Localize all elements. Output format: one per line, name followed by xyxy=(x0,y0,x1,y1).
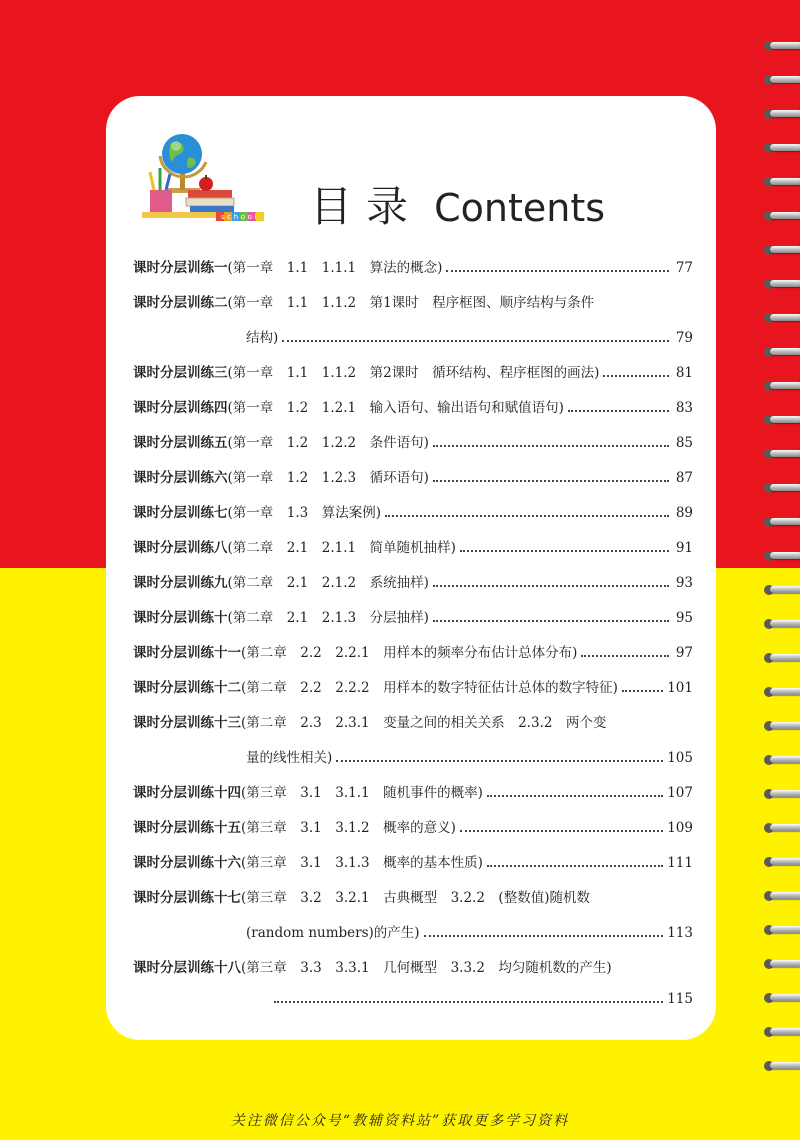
toc-leader-dots xyxy=(424,935,664,937)
toc-page-number: 105 xyxy=(667,750,693,766)
toc-page-number: 87 xyxy=(675,470,693,486)
spiral-coil xyxy=(762,720,800,732)
spiral-coil xyxy=(762,210,800,222)
spiral-coil xyxy=(762,856,800,868)
toc-leader-dots xyxy=(603,375,669,377)
spiral-coil xyxy=(762,482,800,494)
toc-entry-label: 课时分层训练十三 xyxy=(133,715,241,731)
toc-leader-dots xyxy=(487,865,663,867)
spiral-coil xyxy=(762,176,800,188)
spiral-coil xyxy=(762,890,800,902)
spiral-binding xyxy=(762,40,800,1100)
spiral-coil xyxy=(762,40,800,52)
spiral-coil xyxy=(762,1026,800,1038)
toc-entry xyxy=(133,501,693,525)
title-chinese: 目录 xyxy=(310,182,423,231)
toc-entry-label: 课时分层训练十四 xyxy=(133,785,241,801)
toc-entry xyxy=(133,571,693,595)
toc-entry xyxy=(133,396,693,420)
toc-entry xyxy=(133,851,693,875)
toc-entry xyxy=(133,606,693,630)
spiral-coil xyxy=(762,346,800,358)
toc-entry xyxy=(133,256,693,280)
spiral-coil xyxy=(762,584,800,596)
toc-leader-dots xyxy=(433,585,669,587)
toc-entry-label: 课时分层训练十八 xyxy=(133,960,241,976)
spiral-coil xyxy=(762,278,800,290)
toc-entry xyxy=(133,536,693,560)
toc-entry-text: (第三章 3.1 3.1.2 概率的意义) xyxy=(241,820,456,836)
toc-leader-dots xyxy=(581,655,669,657)
toc-leader-dots xyxy=(274,1001,663,1003)
spiral-coil xyxy=(762,380,800,392)
toc-entry xyxy=(246,921,693,945)
title-english: Contents xyxy=(434,186,606,230)
toc-leader-dots xyxy=(460,830,663,832)
toc-page-number: 79 xyxy=(675,330,693,346)
globe-books-school-illustration xyxy=(136,128,264,224)
toc-entry-text: (第三章 3.3 3.3.1 几何概型 3.3.2 均匀随机数的产生) xyxy=(241,960,612,976)
toc-leader-dots xyxy=(460,550,669,552)
toc-leader-dots xyxy=(622,690,663,692)
spiral-coil xyxy=(762,516,800,528)
page-title xyxy=(310,174,605,234)
toc-leader-dots xyxy=(433,480,669,482)
toc-entry-text: (第二章 2.1 2.1.3 分层抽样) xyxy=(227,610,429,626)
toc-entry-text: (random numbers)的产生) xyxy=(246,925,420,941)
toc-entry xyxy=(133,711,693,735)
toc-entry xyxy=(133,361,693,385)
toc-page-number: 93 xyxy=(675,575,693,591)
spiral-coil xyxy=(762,550,800,562)
spiral-coil xyxy=(762,992,800,1004)
toc-entry-label: 课时分层训练十六 xyxy=(133,855,241,871)
toc-entry xyxy=(133,291,693,315)
toc-entry-text: (第二章 2.2 2.2.2 用样本的数字特征估计总体的数字特征) xyxy=(241,680,618,696)
toc-leader-dots xyxy=(487,795,663,797)
spiral-coil xyxy=(762,244,800,256)
toc-entry-text: (第二章 2.2 2.2.1 用样本的频率分布估计总体分布) xyxy=(241,645,578,661)
toc-page-number: 109 xyxy=(667,820,693,836)
spiral-coil xyxy=(762,414,800,426)
toc-entry xyxy=(246,326,693,350)
toc-page-number: 101 xyxy=(667,680,693,696)
toc-page-number: 77 xyxy=(675,260,693,276)
toc-page-number: 111 xyxy=(667,855,693,871)
toc-entry-label: 课时分层训练十一 xyxy=(133,645,241,661)
toc-page-number: 97 xyxy=(675,645,693,661)
spiral-coil xyxy=(762,652,800,664)
toc-entry xyxy=(133,676,693,700)
toc-leader-dots xyxy=(282,340,669,342)
toc-entry-text: (第三章 3.1 3.1.3 概率的基本性质) xyxy=(241,855,483,871)
spiral-coil xyxy=(762,74,800,86)
toc-entry-text: 量的线性相关) xyxy=(246,750,333,766)
toc-entry xyxy=(133,956,693,980)
spiral-coil xyxy=(762,924,800,936)
toc-entry-label: 课时分层训练三 xyxy=(133,365,228,381)
toc-leader-dots xyxy=(446,270,669,272)
toc-entry xyxy=(133,816,693,840)
toc-entry-label: 课时分层训练十 xyxy=(133,610,228,626)
toc-leader-dots xyxy=(385,515,669,517)
spiral-coil xyxy=(762,958,800,970)
toc-entry-label: 课时分层训练十五 xyxy=(133,820,241,836)
toc-entry xyxy=(133,466,693,490)
toc-entry-text: (第二章 2.3 2.3.1 变量之间的相关关系 2.3.2 两个变 xyxy=(241,715,607,731)
spiral-coil xyxy=(762,686,800,698)
spiral-coil xyxy=(762,1060,800,1072)
toc-leader-dots xyxy=(433,620,669,622)
toc-entry xyxy=(270,991,693,1015)
toc-entry-label: 课时分层训练四 xyxy=(133,400,228,416)
toc-entry-text: (第二章 2.1 2.1.1 简单随机抽样) xyxy=(227,540,456,556)
spiral-coil xyxy=(762,142,800,154)
school-blocks-text: school xyxy=(220,213,260,221)
spiral-coil xyxy=(762,788,800,800)
toc-page-number: 83 xyxy=(675,400,693,416)
toc-leader-dots xyxy=(433,445,669,447)
toc-page-number: 85 xyxy=(675,435,693,451)
toc-entry-text: (第一章 1.2 1.2.2 条件语句) xyxy=(227,435,429,451)
toc-entry-label: 课时分层训练八 xyxy=(133,540,228,556)
toc-entry-text: (第一章 1.2 1.2.1 输入语句、输出语句和赋值语句) xyxy=(227,400,564,416)
toc-entry-label: 课时分层训练五 xyxy=(133,435,228,451)
toc-entry xyxy=(133,431,693,455)
toc-page-number: 115 xyxy=(667,991,693,1007)
toc-page-number: 107 xyxy=(667,785,693,801)
toc-entry-text: (第一章 1.3 算法案例) xyxy=(227,505,382,521)
footer-note: 关注微信公众号“教辅资料站”获取更多学习资料 xyxy=(230,1113,570,1129)
spiral-coil xyxy=(762,754,800,766)
toc-page-number: 95 xyxy=(675,610,693,626)
toc-entry-text: (第二章 2.1 2.1.2 系统抽样) xyxy=(227,575,429,591)
toc-leader-dots xyxy=(336,760,663,762)
spiral-coil xyxy=(762,822,800,834)
toc-entry-label: 课时分层训练六 xyxy=(133,470,228,486)
toc-entry-text: (第一章 1.1 1.1.2 第2课时 循环结构、程序框图的画法) xyxy=(227,365,600,381)
spiral-coil xyxy=(762,448,800,460)
toc-entry xyxy=(133,641,693,665)
toc-entry-text: (第一章 1.1 1.1.2 第1课时 程序框图、顺序结构与条件 xyxy=(227,295,595,311)
toc-page-number: 91 xyxy=(675,540,693,556)
toc-entry-text: (第一章 1.1 1.1.1 算法的概念) xyxy=(227,260,443,276)
toc-entry-text: (第三章 3.2 3.2.1 古典概型 3.2.2 (整数值)随机数 xyxy=(241,890,590,906)
toc-entry-label: 课时分层训练二 xyxy=(133,295,228,311)
toc-entry-text: 结构) xyxy=(246,330,279,346)
toc-entry xyxy=(133,781,693,805)
toc-entry-label: 课时分层训练一 xyxy=(133,260,228,276)
spiral-coil xyxy=(762,108,800,120)
toc-entry-text: (第一章 1.2 1.2.3 循环语句) xyxy=(227,470,429,486)
toc-leader-dots xyxy=(568,410,669,412)
toc-page-number: 113 xyxy=(667,925,693,941)
toc-entry-text: (第三章 3.1 3.1.1 随机事件的概率) xyxy=(241,785,483,801)
toc-entry-label: 课时分层训练十二 xyxy=(133,680,241,696)
spiral-coil xyxy=(762,312,800,324)
spiral-coil xyxy=(762,618,800,630)
toc-page-number: 89 xyxy=(675,505,693,521)
toc-entry-label: 课时分层训练九 xyxy=(133,575,228,591)
toc-page-number: 81 xyxy=(675,365,693,381)
toc-entry xyxy=(246,746,693,770)
toc-entry-label: 课时分层训练七 xyxy=(133,505,228,521)
toc-entry-label: 课时分层训练十七 xyxy=(133,890,241,906)
toc-entry xyxy=(133,886,693,910)
